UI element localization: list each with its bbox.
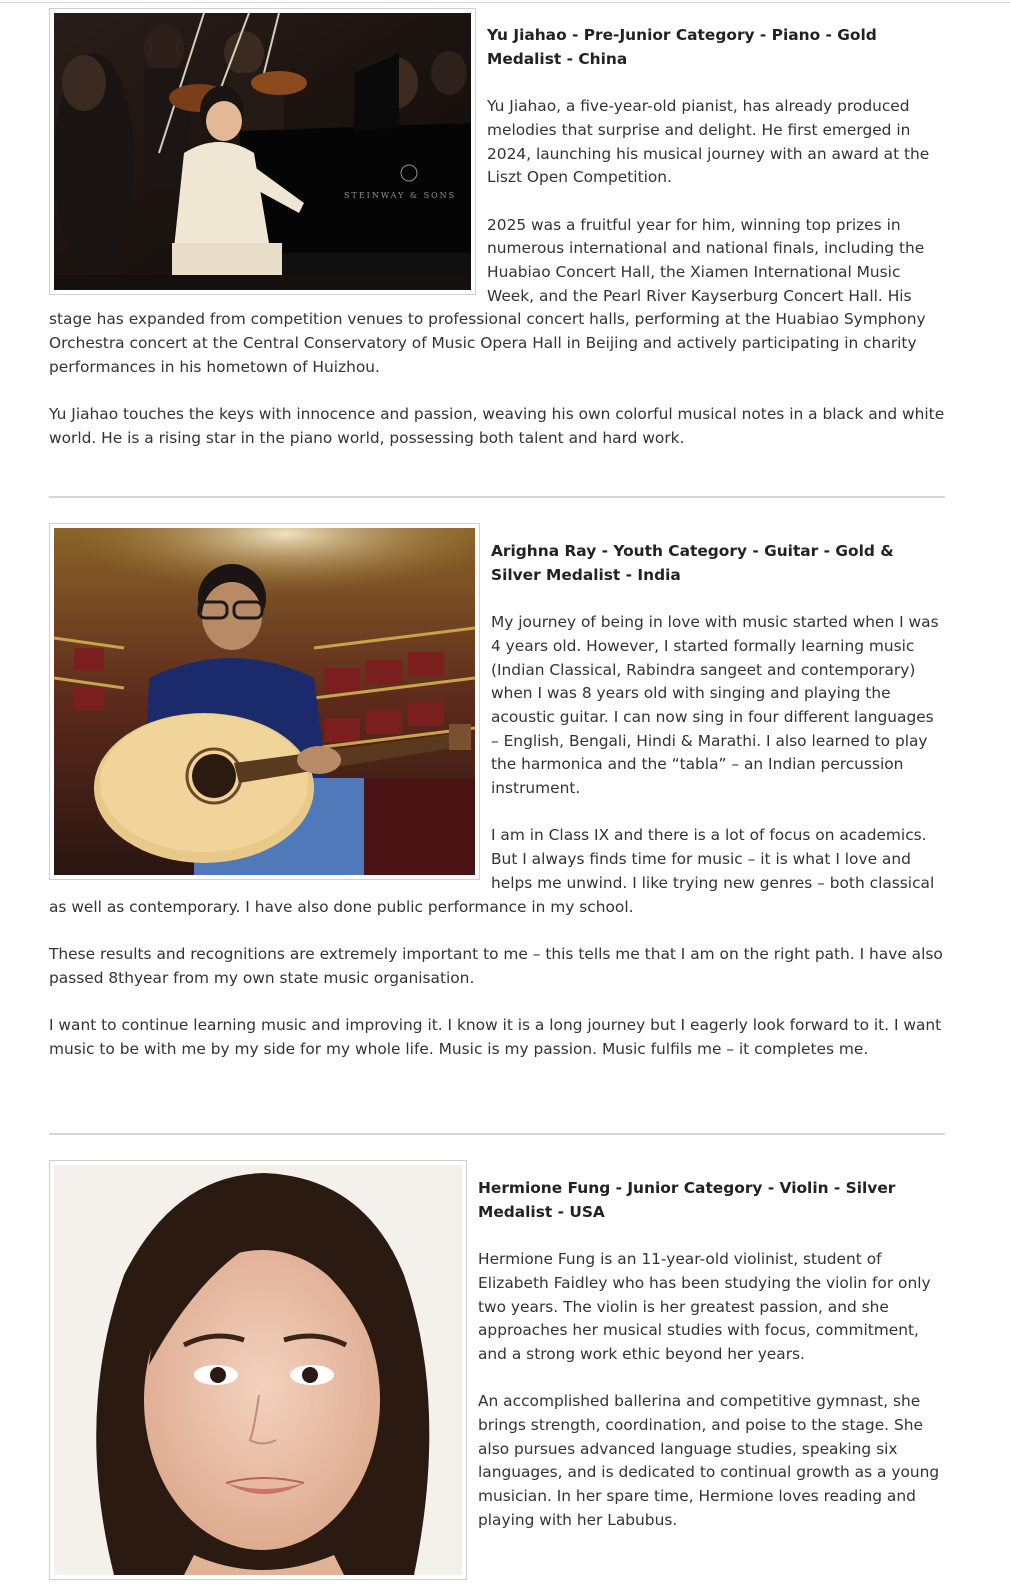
entry-paragraph: These results and recognitions are extremely important to me – this tells me that I am on the right path. I have also passed 8thyear from my own state music organisation. bbox=[49, 944, 943, 987]
medalist-entry-yu-jiahao bbox=[49, 8, 945, 474]
section-divider bbox=[49, 496, 945, 498]
entry-paragraph: I want to continue learning music and improving it. I know it is a long journey but I eagerly look forward to it. I want music to be with me by my side for my whole life. Music is my passion. Music fulfils me – it completes me. bbox=[49, 1016, 942, 1058]
entry-paragraph: 2025 was a fruitful year for him, winning top prizes in numerous international and national finals, including the Huabiao Concert Hall, the Xiamen International Music Week, and the Pearl River Kayserburg Concert Hall. His stage has expanded from competition venues to professional concert halls, performing at the Huabiao Symphony Orchestra concert at the Central Conservatory of Music Opera Hall in Beijing and actively participating in charity performances in his hometown of Huizhou. bbox=[49, 215, 926, 376]
entry-paragraph: Yu Jiahao touches the keys with innocence and passion, weaving his own colorful musical notes in a black and white world. He is a rising star in the piano world, possessing both talent and hard work. bbox=[49, 405, 945, 447]
guitarist-photo bbox=[49, 523, 480, 880]
entry-paragraph: An accomplished ballerina and competitive gymnast, she brings strength, coordination, and poise to the stage. She also pursues advanced language studies, speaking six languages, and is dedicated to continual growth as a young musician. In her spare time, Hermione loves reading and playing with her Labubus. bbox=[478, 1392, 940, 1529]
pianist-photo bbox=[49, 8, 476, 295]
section-divider bbox=[49, 1133, 945, 1135]
medalist-entry-arighna-ray bbox=[49, 523, 945, 1085]
violinist-portrait-image bbox=[54, 1165, 462, 1575]
entry-paragraph: My journey of being in love with music started when I was 4 years old. However, I started formally learning music (Indian Classical, Rabindra sangeet and contemporary) when I was 8 years old with singing and playing the acoustic guitar. I can now sing in four different languages – English, Bengali, Hindi & Marathi. I also learned to play the harmonica and the “tabla” – an Indian percussion instrument. bbox=[491, 613, 939, 798]
entry-title: Arighna Ray - Youth Category - Guitar - Gold & Silver Medalist - India bbox=[491, 542, 894, 584]
piano-brand-label: STEINWAY & SONS bbox=[344, 191, 457, 200]
guitarist-photo-image bbox=[54, 528, 475, 875]
top-divider bbox=[0, 2, 1010, 3]
pianist-photo-image bbox=[54, 13, 471, 290]
entry-paragraph: I am in Class IX and there is a lot of focus on academics. But I always finds time for music – it is what I love and helps me unwind. I like trying new genres – both classical as well as contemporary. I have also done public performance in my school. bbox=[49, 826, 935, 916]
violinist-portrait bbox=[49, 1160, 467, 1580]
entry-paragraph: Yu Jiahao, a five-year-old pianist, has already produced melodies that surprise and delight. He first emerged in 2024, launching his musical journey with an award at the Liszt Open Competition. bbox=[487, 97, 930, 187]
entry-title: Hermione Fung - Junior Category - Violin - Silver Medalist - USA bbox=[478, 1179, 896, 1221]
entry-title: Yu Jiahao - Pre-Junior Category - Piano - Gold Medalist - China bbox=[487, 26, 877, 68]
medalist-entry-hermione-fung bbox=[49, 1160, 945, 1584]
entry-paragraph: Hermione Fung is an 11-year-old violinist, student of Elizabeth Faidley who has been studying the violin for only two years. The violin is her greatest passion, and she approaches her musical studies with focus, commitment, and a strong work ethic beyond her years. bbox=[478, 1250, 931, 1363]
